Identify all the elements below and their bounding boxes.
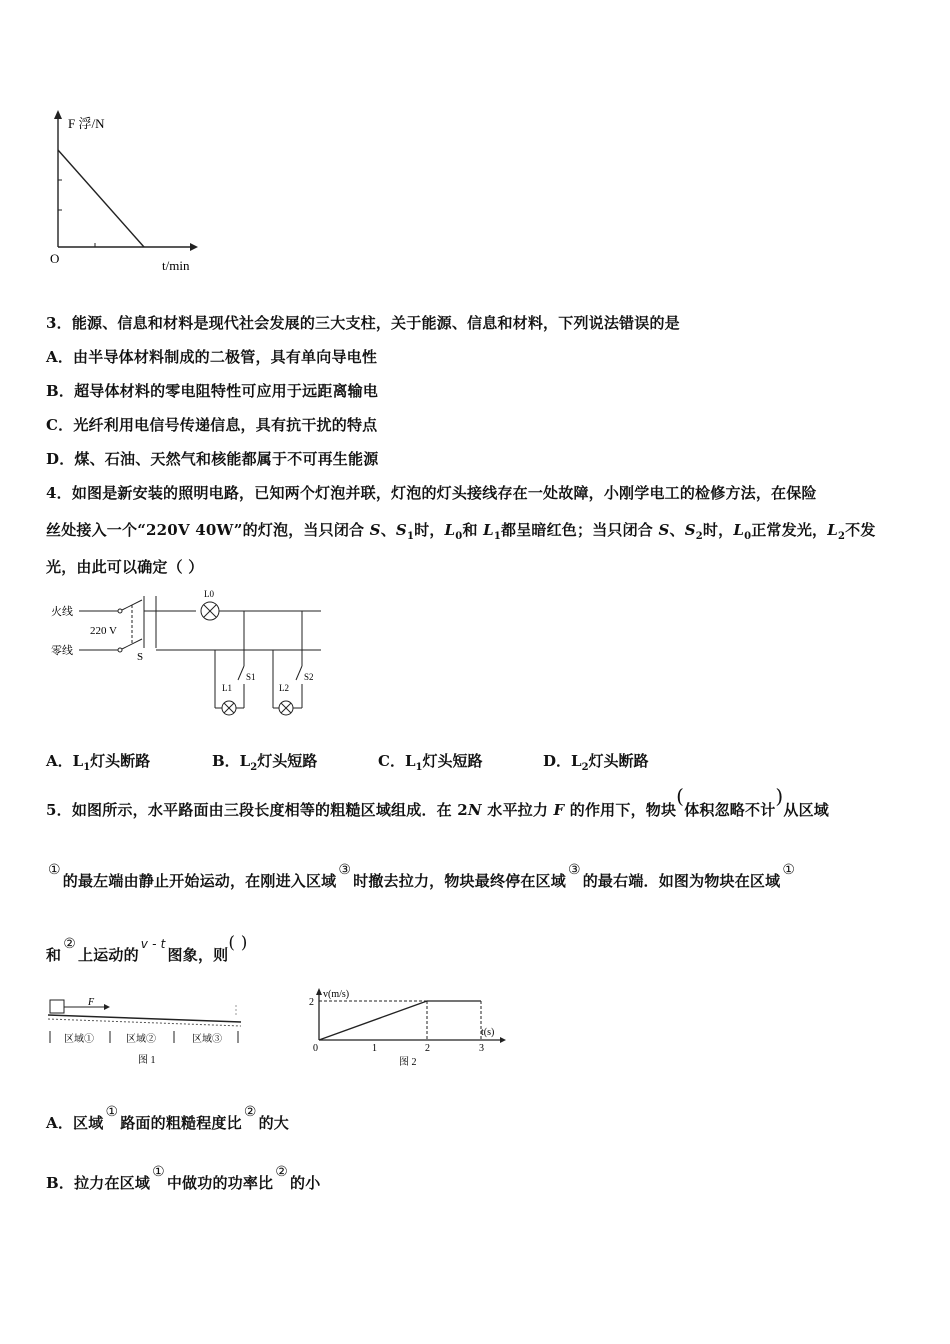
lamp-l1-label: L1: [222, 683, 232, 693]
zone2-label: 区域②: [126, 1034, 156, 1045]
q3-option-c: C．光纤利用电信号传递信息，具有抗干扰的特点: [46, 416, 378, 434]
force-label: F: [88, 997, 95, 1008]
road-zones-figure: [46, 995, 246, 1070]
lamp-l2-label: L2: [279, 683, 289, 693]
vt-graph: [305, 985, 515, 1070]
vt-x-tick-0: 0: [313, 1043, 318, 1054]
lamp-l0-label: L0: [204, 589, 214, 599]
q4-option-c: C．$L_1$灯头短路: [378, 752, 483, 773]
voltage-label: 220 V: [90, 625, 117, 637]
switch-s1-label: S1: [246, 672, 256, 682]
figure2-caption: 图 2: [399, 1057, 417, 1068]
vt-x-tick-1: 1: [372, 1043, 377, 1054]
vt-x-tick-3: 3: [479, 1043, 484, 1054]
q5-option-a: A．区域①路面的粗糙程度比②的大: [46, 1104, 289, 1132]
live-wire-label: 火线: [51, 606, 73, 618]
vt-y-tick-2: 2: [309, 997, 314, 1008]
q4-stem-line1: 4．如图是新安装的照明电路，已知两个灯泡并联，灯泡的灯头接线存在一处故障，小刚学电工的检修方法，在保险: [46, 484, 817, 502]
graph1-origin: O: [50, 251, 60, 266]
q5-stem-line3: 和②上运动的v - t图象，则( ): [46, 933, 248, 964]
q3-option-a: A．由半导体材料制成的二极管，具有单向导电性: [46, 348, 378, 366]
circuit-diagram: [46, 588, 336, 723]
graph1-xlabel: t/min: [162, 258, 190, 273]
graph1-ylabel: F 浮/N: [68, 116, 105, 131]
q3-stem: 3．能源、信息和材料是现代社会发展的三大支柱，关于能源、信息和材料，下列说法错误的是: [46, 314, 680, 332]
figure1-caption: 图 1: [138, 1055, 156, 1066]
neutral-wire-label: 零线: [51, 645, 73, 657]
main-switch-label: S: [137, 651, 144, 663]
zone1-label: 区域①: [64, 1034, 94, 1045]
q5-option-b: B．拉力在区域①中做功的功率比②的小: [46, 1164, 321, 1192]
vt-x-tick-2: 2: [425, 1043, 430, 1054]
buoyancy-time-graph: [40, 105, 210, 275]
q4-option-a: A．$L_1$灯头断路: [46, 752, 151, 773]
q4-stem-line2: 丝处接入一个“220V 40W”的灯泡，当只闭合 S、$S_1$时，$L_0$和 $L_1$都呈暗红色；当只闭合 S、$S_2$时，$L_0$正常发光，$L_2$不发: [46, 521, 876, 542]
q4-option-d: D．$L_2$灯头断路: [543, 752, 649, 773]
q3-option-b: B．超导体材料的零电阻特性可应用于远距离输电: [46, 382, 379, 400]
switch-s2-label: S2: [304, 672, 314, 682]
q5-stem-line1: 5．如图所示，水平路面由三段长度相等的粗糙区域组成．在 2N 水平拉力 F 的作用下，物块(体积忽略不计)从区域: [46, 784, 830, 819]
q4-stem-line3: 光，由此可以确定（ ）: [46, 558, 204, 576]
q5-stem-line2: ①的最左端由静止开始运动，在刚进入区域③时撤去拉力，物块最终停在区域③的最右端．如图为物块在区域①: [48, 862, 796, 890]
q4-option-b: B．$L_2$灯头短路: [212, 752, 318, 773]
q3-option-d: D．煤、石油、天然气和核能都属于不可再生能源: [46, 450, 379, 468]
vt-xlabel: t(s): [481, 1027, 495, 1038]
zone3-label: 区域③: [192, 1034, 222, 1045]
vt-ylabel: v(m/s): [323, 989, 350, 1000]
